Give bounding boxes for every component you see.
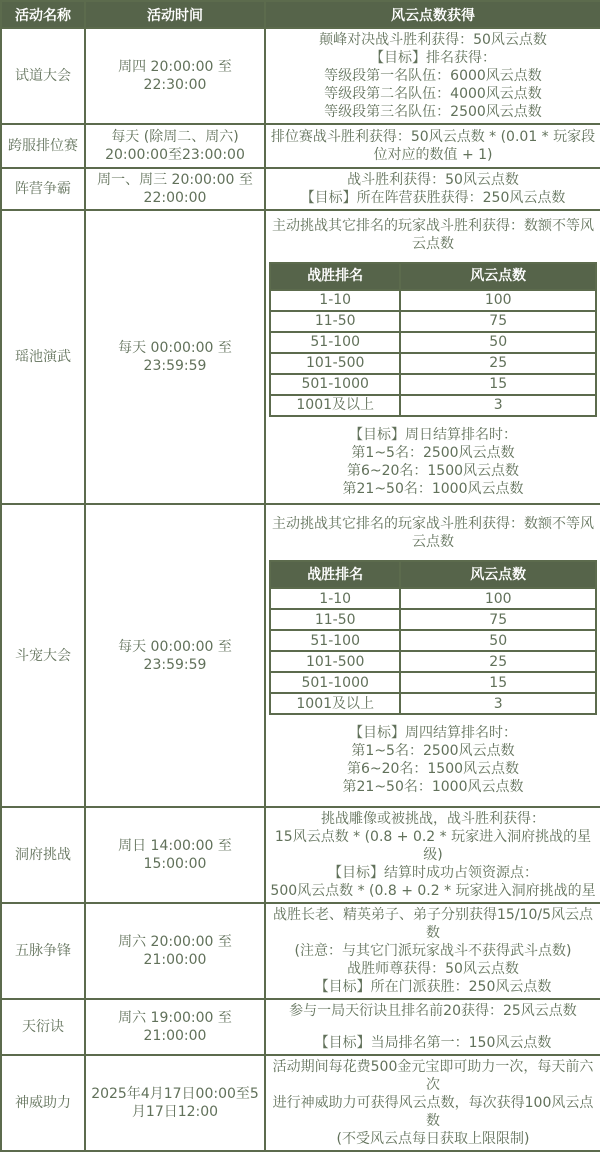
column-header-points-gain: 风云点数获得 <box>265 1 600 28</box>
activity-name-cell: 跨服排位赛 <box>1 124 85 168</box>
points-value-cell: 3 <box>400 693 596 714</box>
points-column-header: 风云点数 <box>400 263 596 290</box>
activity-time-cell: 周四 20:00:00 至 22:30:00 <box>85 28 265 124</box>
rank-table-row <box>270 630 596 651</box>
rank-table-row <box>270 353 596 374</box>
activity-name-cell: 洞府挑战 <box>1 807 85 903</box>
activity-name-cell: 天衍诀 <box>1 999 85 1055</box>
rank-table-header-row <box>270 561 596 588</box>
activity-time-cell: 每天 00:00:00 至 23:59:59 <box>85 504 265 807</box>
activity-time-cell: 周日 14:00:00 至 15:00:00 <box>85 807 265 903</box>
rank-range-cell: 1001及以上 <box>270 693 400 714</box>
rank-table-header-row <box>270 263 596 290</box>
points-text-line: 等级段第二名队伍：4000风云点数 <box>324 86 542 102</box>
points-text-line: 【目标】所在阵营获胜获得：250风云点数 <box>300 190 566 206</box>
points-gain-cell <box>265 168 600 210</box>
table-row <box>1 807 600 903</box>
rank-table-row <box>270 290 596 311</box>
rank-range-cell: 1-10 <box>270 290 400 311</box>
rank-range-cell: 1001及以上 <box>270 395 400 416</box>
points-text-line: 【目标】结算时成功占领资源点： <box>328 865 538 881</box>
points-text-line: 进行神威助力可获得风云点数，每次获得100风云点数 <box>272 1095 594 1129</box>
table-header-row <box>1 1 600 28</box>
rank-table-row <box>270 672 596 693</box>
points-text-line: 15风云点数 * (0.8 + 0.2 * 玩家进入洞府挑战的星级) <box>274 829 592 863</box>
points-text-line: 第6~20名：1500风云点数 <box>346 462 520 479</box>
activity-name-cell: 五脉争锋 <box>1 903 85 999</box>
points-value-cell: 25 <box>400 651 596 672</box>
points-value-cell: 15 <box>400 672 596 693</box>
rank-table-row <box>270 332 596 353</box>
points-text-line: 战胜长老、精英弟子、弟子分别获得15/10/5风云点数 <box>273 907 593 941</box>
rank-range-cell: 51-100 <box>270 630 400 651</box>
points-text-line: 战斗胜利获得：50风云点数 <box>347 172 519 188</box>
rank-range-cell: 11-50 <box>270 609 400 630</box>
activity-time-cell: 周一、周三 20:00:00 至 22:00:00 <box>85 168 265 210</box>
points-text-line: (注意：与其它门派玩家战斗不获得武斗点数) <box>294 943 572 959</box>
points-gain-cell <box>265 124 600 168</box>
points-value-cell: 100 <box>400 290 596 311</box>
points-text-line: 参与一局天衍诀且排名前20获得：25风云点数 <box>289 1003 577 1019</box>
points-gain-cell <box>265 807 600 903</box>
points-text-line: 【目标】排名获得： <box>370 50 496 66</box>
activity-time-cell: 2025年4月17日00:00至5月17日12:00 <box>85 1055 265 1151</box>
blank-line <box>269 1020 597 1034</box>
rank-column-header: 战胜排名 <box>270 561 400 588</box>
activity-name-cell: 瑶池演武 <box>1 210 85 504</box>
points-text-line: 第21~50名：1000风云点数 <box>342 480 524 497</box>
points-text-line: 第1~5名：2500风云点数 <box>351 743 515 759</box>
points-text-line: 主动挑战其它排名的玩家战斗胜利获得：数额不等风云点数 <box>272 516 594 550</box>
points-text-line: 【目标】当局排名第一：150风云点数 <box>314 1035 552 1051</box>
points-text-line: 主动挑战其它排名的玩家战斗胜利获得：数额不等风云点数 <box>272 217 594 252</box>
points-column-header: 风云点数 <box>400 561 596 588</box>
points-gain-cell <box>265 1055 600 1151</box>
rank-range-cell: 101-500 <box>270 353 400 374</box>
points-text-line: 等级段第一名队伍：6000风云点数 <box>324 68 542 84</box>
rank-range-cell: 101-500 <box>270 651 400 672</box>
points-text-line: 挑战雕像或被挑战，战斗胜利获得： <box>321 811 545 827</box>
rank-table-row <box>270 374 596 395</box>
rank-range-cell: 1-10 <box>270 588 400 609</box>
activity-name-cell: 斗宠大会 <box>1 504 85 807</box>
points-value-cell: 100 <box>400 588 596 609</box>
activity-time-cell: 周六 20:00:00 至 21:00:00 <box>85 903 265 999</box>
rank-table-row <box>270 609 596 630</box>
table-row <box>1 999 600 1055</box>
table-row <box>1 210 600 504</box>
points-value-cell: 50 <box>400 332 596 353</box>
rank-points-table <box>269 262 597 417</box>
points-text-line: 战胜师尊获得：50风云点数 <box>347 961 519 977</box>
points-text-line: 第1~5名：2500风云点数 <box>351 444 515 461</box>
points-gain-cell <box>265 999 600 1055</box>
points-value-cell: 75 <box>400 311 596 332</box>
points-gain-cell <box>265 504 600 807</box>
points-text-line: 等级段第三名队伍：2500风云点数 <box>324 104 542 120</box>
table-row <box>1 28 600 124</box>
points-text-line: 颠峰对决战斗胜利获得：50风云点数 <box>319 32 547 48</box>
points-gain-cell <box>265 28 600 124</box>
column-header-activity-name: 活动名称 <box>1 1 85 28</box>
points-text-line: 【目标】所在门派获胜：250风云点数 <box>314 979 552 995</box>
column-header-activity-time: 活动时间 <box>85 1 265 28</box>
points-value-cell: 15 <box>400 374 596 395</box>
table-row <box>1 903 600 999</box>
table-row <box>1 1055 600 1151</box>
points-value-cell: 50 <box>400 630 596 651</box>
table-row <box>1 124 600 168</box>
table-row <box>1 504 600 807</box>
activity-time-cell: 每天 00:00:00 至 23:59:59 <box>85 210 265 504</box>
rank-range-cell: 11-50 <box>270 311 400 332</box>
points-gain-cell <box>265 903 600 999</box>
table-row <box>1 168 600 210</box>
points-text-line: 第6~20名：1500风云点数 <box>346 761 520 777</box>
points-text-line: 第21~50名：1000风云点数 <box>342 779 524 795</box>
points-text-line: 【目标】周四结算排名时： <box>349 725 517 741</box>
rank-table-row <box>270 395 596 416</box>
rank-column-header: 战胜排名 <box>270 263 400 290</box>
rank-table-row <box>270 651 596 672</box>
activity-name-cell: 试道大会 <box>1 28 85 124</box>
points-text-line: 活动期间每花费500金元宝即可助力一次，每天前六次 <box>272 1059 594 1093</box>
rank-range-cell: 51-100 <box>270 332 400 353</box>
rank-points-table <box>269 560 597 715</box>
points-text-line: (不受风云点每日获取上限限制) <box>336 1131 530 1147</box>
points-text-line: 500风云点数 * (0.8 + 0.2 * 玩家进入洞府挑战的星 <box>270 883 596 899</box>
rank-table-row <box>270 693 596 714</box>
rank-range-cell: 501-1000 <box>270 672 400 693</box>
rank-table-row <box>270 588 596 609</box>
points-value-cell: 3 <box>400 395 596 416</box>
activity-time-cell: 周六 19:00:00 至 21:00:00 <box>85 999 265 1055</box>
rank-table-row <box>270 311 596 332</box>
rank-range-cell: 501-1000 <box>270 374 400 395</box>
points-gain-cell <box>265 210 600 504</box>
points-text-line: 排位赛战斗胜利获得：50风云点数 * (0.01 * 玩家段位对应的数值 + 1) <box>270 129 596 163</box>
points-value-cell: 75 <box>400 609 596 630</box>
activity-name-cell: 阵营争霸 <box>1 168 85 210</box>
activity-time-cell: 每天 (除周二、周六) 20:00:00至23:00:00 <box>85 124 265 168</box>
points-value-cell: 25 <box>400 353 596 374</box>
points-text-line: 【目标】周日结算排名时： <box>349 426 517 443</box>
activity-name-cell: 神威助力 <box>1 1055 85 1151</box>
